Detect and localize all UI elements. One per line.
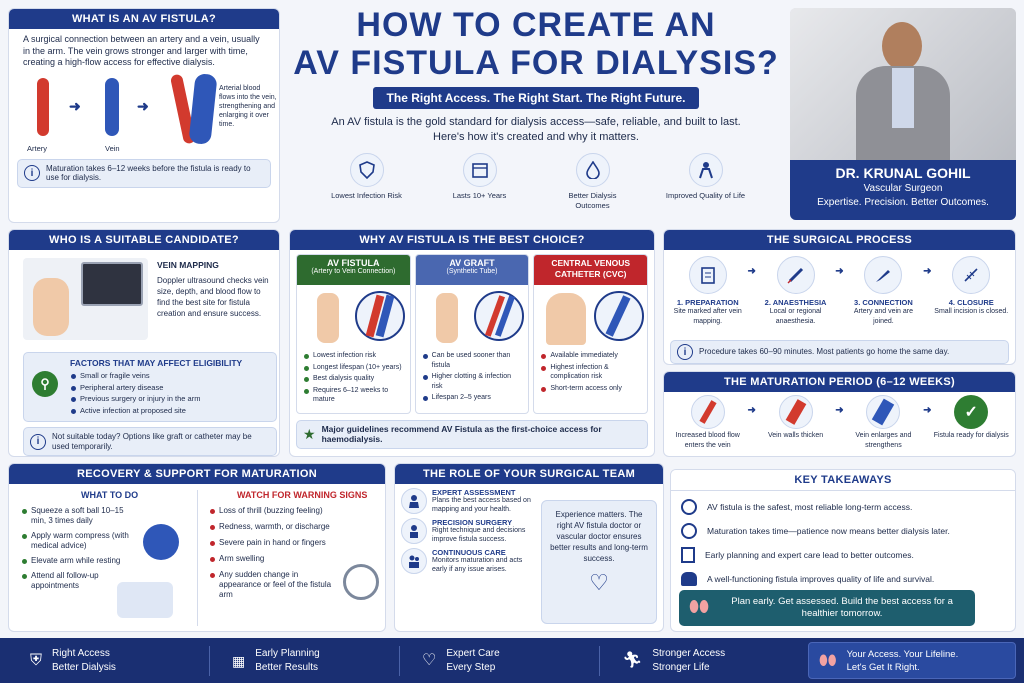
kidney-icon: ⬮⬮ bbox=[819, 652, 837, 668]
doctor-card bbox=[790, 8, 1016, 220]
calendar-icon: ▦ bbox=[232, 652, 246, 669]
caregiver-icon bbox=[401, 548, 427, 574]
option-list: Lowest infection risk Longest lifespan (10+ years) Best dialysis quality Requires 6–12 weeks to mature bbox=[297, 349, 410, 409]
process-step: 4. CLOSURE Small incision is closed. bbox=[934, 256, 1009, 317]
graft-illustration bbox=[416, 285, 529, 349]
target-icon bbox=[681, 499, 697, 515]
why-fistula-card bbox=[289, 229, 655, 457]
process-step: 3. CONNECTION Artery and vein are joined. bbox=[846, 256, 921, 326]
info-icon: i bbox=[24, 165, 40, 181]
tagline-banner: The Right Access. The Right Start. The Right Future. bbox=[373, 87, 700, 109]
option-list: Can be used sooner than fistula Higher clotting & infection risk Lifespan 2–5 years bbox=[416, 349, 529, 407]
arrow-icon: ➜ bbox=[747, 266, 756, 277]
process-steps bbox=[664, 250, 1015, 326]
todo-list bbox=[21, 506, 139, 593]
doctor-info bbox=[790, 160, 1016, 220]
doctor-icon bbox=[401, 488, 427, 514]
drop-icon bbox=[576, 153, 610, 187]
list-item: Severe pain in hand or fingers bbox=[209, 538, 337, 548]
role-item: PRECISION SURGERY Right technique and decisions improve fistula success. bbox=[401, 518, 531, 544]
doctor-name: DR. KRUNAL GOHIL bbox=[835, 165, 971, 181]
section-heading: WHAT IS AN AV FISTULA? bbox=[9, 9, 279, 29]
towel-illustration bbox=[117, 582, 173, 618]
vein-label: Vein bbox=[105, 143, 120, 153]
runner-icon: 🏃︎ bbox=[622, 651, 643, 669]
section-heading: KEY TAKEAWAYS bbox=[671, 470, 1015, 491]
eligibility-box bbox=[23, 352, 277, 422]
doctor-role: Vascular Surgeon bbox=[863, 183, 943, 194]
star-icon: ★ bbox=[303, 426, 316, 442]
comparison-columns bbox=[290, 250, 654, 414]
maturation-note: i Maturation takes 6–12 weeks before the fistula is ready to use for dialysis. bbox=[17, 159, 271, 188]
clock-icon bbox=[681, 523, 697, 539]
stitches-icon bbox=[952, 256, 990, 294]
ultrasound-illustration bbox=[23, 258, 148, 340]
shield-icon: ⛨ bbox=[30, 651, 43, 669]
maturation-card bbox=[663, 371, 1016, 457]
surgical-process-card bbox=[663, 229, 1016, 365]
person-icon bbox=[689, 153, 723, 187]
arrow-icon: ➜ bbox=[923, 266, 932, 277]
list-item: Squeeze a soft ball 10–15 min, 3 times daily bbox=[21, 506, 139, 526]
todo-title: WHAT TO DO bbox=[81, 490, 139, 500]
footer-item: ♡ Expert Care Every Step bbox=[400, 646, 600, 676]
option-column: CENTRAL VENOUS CATHETER (CVC) Available immediately Highest infection & complication risk Short-term access only bbox=[533, 254, 648, 414]
benefit-item: Better Dialysis Outcomes bbox=[553, 153, 633, 210]
section-heading: THE MATURATION PERIOD (6–12 WEEKS) bbox=[664, 372, 1015, 392]
vein-mapping-text: Doppler ultrasound checks vein size, depth, and blood flow to find the best site for fistula creation and ensure success. bbox=[157, 276, 269, 318]
fistula-illustration: ➜ ➜ Artery Vein Arterial blood flows into the vein, strengthening and enlarging it over time. bbox=[9, 74, 279, 159]
info-icon: i bbox=[677, 344, 693, 360]
arrow-icon: ➜ bbox=[747, 405, 756, 416]
flow-caption: Arterial blood flows into the vein, strengthening and enlarging it over time. bbox=[219, 84, 277, 128]
recovery-card bbox=[8, 463, 386, 632]
option-column: AV FISTULA (Artery to Vein Connection) Lowest infection risk Longest lifespan (10+ years) Best dialysis quality Requires 6–12 weeks to mature bbox=[296, 254, 411, 414]
heart-hands-icon: ♡ bbox=[422, 651, 437, 669]
option-list: Available immediately Highest infection & complication risk Short-term access only bbox=[534, 349, 647, 397]
option-column: AV GRAFT (Synthetic Tube) Can be used sooner than fistula Higher clotting & infection risk Lifespan 2–5 years bbox=[415, 254, 530, 414]
list-item: Active infection at proposed site bbox=[70, 406, 270, 416]
list-item: Attend all follow-up appointments bbox=[21, 571, 139, 591]
magnifier-illustration bbox=[343, 564, 379, 600]
vessel-icon bbox=[691, 395, 725, 429]
list-item: Peripheral artery disease bbox=[70, 383, 270, 393]
syringe-icon bbox=[777, 256, 815, 294]
artery-label: Artery bbox=[27, 143, 48, 153]
arrow-icon: ➜ bbox=[923, 405, 932, 416]
microscope-icon bbox=[32, 371, 58, 397]
eligibility-list bbox=[70, 371, 270, 417]
scalpel-icon bbox=[864, 256, 902, 294]
what-is-fistula-card bbox=[8, 8, 280, 223]
footer-bar bbox=[0, 638, 1024, 683]
list-item: Loss of thrill (buzzing feeling) bbox=[209, 506, 337, 516]
footer-item: ⛨ Right Access Better Dialysis bbox=[0, 646, 210, 676]
intro-text: An AV fistula is the gold standard for dialysis access—safe, reliable, and built to last. Here's how it's created and why it matters. bbox=[331, 116, 741, 143]
benefits-row bbox=[290, 153, 782, 210]
list-item: Previous surgery or injury in the arm bbox=[70, 394, 270, 404]
maturation-step: Increased blood flow enters the vein bbox=[670, 395, 745, 450]
ball-illustration bbox=[143, 524, 179, 560]
shield-icon bbox=[350, 153, 384, 187]
cta-banner: ⬮⬮ Plan early. Get assessed. Build the best access for a healthier tomorrow. bbox=[679, 590, 975, 626]
kidney-icon: ⬮⬮ bbox=[689, 599, 710, 616]
section-heading: RECOVERY & SUPPORT FOR MATURATION bbox=[9, 464, 385, 484]
eligibility-title: FACTORS THAT MAY AFFECT ELIGIBILITY bbox=[70, 358, 243, 368]
footer-item: 🏃︎ Stronger Access Stronger Life bbox=[622, 647, 726, 673]
calendar-icon bbox=[463, 153, 497, 187]
surgeon-icon bbox=[401, 518, 427, 544]
heart-hands-icon: ♡ bbox=[589, 570, 609, 595]
fistula-illustration bbox=[297, 285, 410, 349]
title-area bbox=[290, 6, 782, 221]
warning-list bbox=[209, 506, 337, 602]
page-title-line2: AV FISTULA FOR DIALYSIS? bbox=[293, 44, 779, 82]
role-item: EXPERT ASSESSMENT Plans the best access based on mapping and your health. bbox=[401, 488, 531, 514]
maturation-step: Vein walls thicken bbox=[758, 395, 833, 441]
role-item: CONTINUOUS CARE Monitors maturation and acts early if any issue arises. bbox=[401, 548, 531, 574]
takeaway-item: A well-functioning fistula improves quality of life and survival. bbox=[681, 567, 1005, 591]
doctor-photo bbox=[790, 8, 1016, 168]
section-heading: WHY AV FISTULA IS THE BEST CHOICE? bbox=[290, 230, 654, 250]
doctor-motto: Expertise. Precision. Better Outcomes. bbox=[817, 197, 989, 208]
definition-text: A surgical connection between an artery and a vein, usually in the arm. The vein grows stronger and larger with time, creating a high-flow access for effective dialysis. bbox=[23, 34, 260, 67]
takeaways-list bbox=[671, 491, 1015, 595]
list-item: Small or fragile veins bbox=[70, 371, 270, 381]
vessel-icon bbox=[866, 395, 900, 429]
section-heading: WHO IS A SUITABLE CANDIDATE? bbox=[9, 230, 279, 250]
duration-note: i Procedure takes 60–90 minutes. Most patients go home the same day. bbox=[670, 340, 1009, 364]
check-circle-icon: ✓ bbox=[954, 395, 988, 429]
clipboard-icon bbox=[689, 256, 727, 294]
maturation-step: Vein enlarges and strengthens bbox=[846, 395, 921, 450]
benefit-item: Lowest Infection Risk bbox=[327, 153, 407, 210]
alternatives-note: i Not suitable today? Options like graft or catheter may be used temporarily. bbox=[23, 427, 277, 456]
candidate-card bbox=[8, 229, 280, 457]
takeaway-item: Maturation takes time—patience now means better dialysis later. bbox=[681, 519, 1005, 543]
info-icon: i bbox=[30, 434, 46, 450]
benefit-item: Improved Quality of Life bbox=[666, 153, 746, 210]
team-roles bbox=[401, 488, 531, 574]
footer-cta: ⬮⬮ Your Access. Your Lifeline. Let's Get It Right. bbox=[808, 642, 1016, 679]
list-item: Elevate arm while resting bbox=[21, 556, 139, 566]
experience-box: Experience matters. The right AV fistula doctor or vascular doctor ensures better results and long-term success. ♡ bbox=[541, 500, 657, 624]
surgical-team-card bbox=[394, 463, 664, 632]
benefit-item: Lasts 10+ Years bbox=[440, 153, 520, 210]
section-heading: THE ROLE OF YOUR SURGICAL TEAM bbox=[395, 464, 663, 484]
takeaway-item: Early planning and expert care lead to better outcomes. bbox=[681, 543, 1005, 567]
footer-item: ▦ Early Planning Better Results bbox=[210, 646, 400, 676]
people-icon bbox=[681, 572, 697, 586]
section-heading: THE SURGICAL PROCESS bbox=[664, 230, 1015, 250]
list-item: Apply warm compress (with medical advice) bbox=[21, 531, 139, 551]
page-title-line1: HOW TO CREATE AN bbox=[356, 6, 716, 44]
checklist-icon bbox=[681, 547, 695, 563]
maturation-step: ✓ Fistula ready for dialysis bbox=[934, 395, 1009, 441]
vessel-icon bbox=[779, 395, 813, 429]
warning-title: WATCH FOR WARNING SIGNS bbox=[237, 490, 368, 500]
process-step: 2. ANAESTHESIA Local or regional anaesthesia. bbox=[758, 256, 833, 326]
takeaways-card bbox=[670, 469, 1016, 632]
arrow-icon: ➜ bbox=[835, 405, 844, 416]
list-item: Redness, warmth, or discharge bbox=[209, 522, 337, 532]
takeaway-item: AV fistula is the safest, most reliable long-term access. bbox=[681, 495, 1005, 519]
arrow-icon: ➜ bbox=[835, 266, 844, 277]
list-item: Arm swelling bbox=[209, 554, 337, 564]
process-step: 1. PREPARATION Site marked after vein mapping. bbox=[670, 256, 745, 326]
vein-mapping-title: VEIN MAPPING bbox=[157, 260, 219, 270]
maturation-steps bbox=[664, 392, 1015, 450]
list-item: Any sudden change in appearance or feel of the fistula arm bbox=[209, 570, 337, 600]
catheter-illustration bbox=[534, 285, 647, 349]
guideline-note: ★ Major guidelines recommend AV Fistula as the first-choice access for haemodialysis. bbox=[296, 420, 648, 449]
